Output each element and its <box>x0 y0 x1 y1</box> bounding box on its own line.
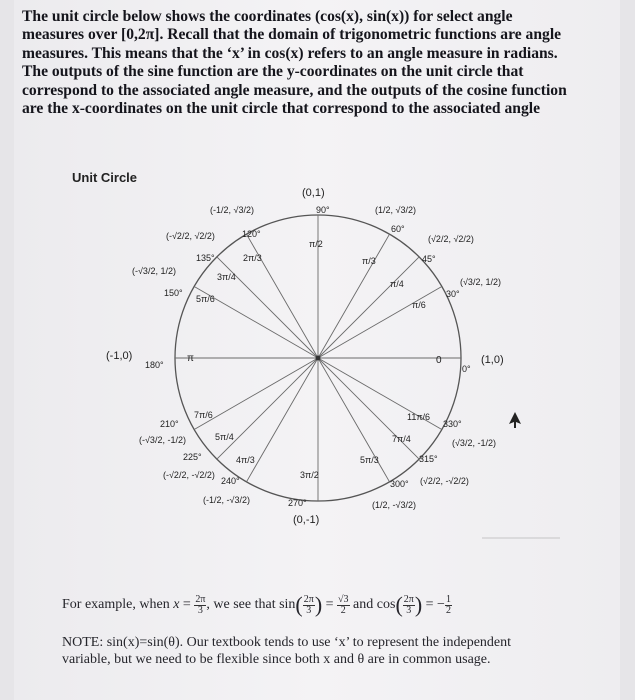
intro-line: The unit circle below shows the coordinates (cos(x), sin(x)) for select angle <box>22 8 513 25</box>
radius-line <box>318 358 390 482</box>
radius-line <box>247 358 319 482</box>
rad-3pi-4: 3π/4 <box>217 272 236 282</box>
radius-line <box>217 358 318 459</box>
coord-60: (1/2, √3/2) <box>375 205 416 215</box>
intro-line: correspond to the associated angle measure, and the outputs of the cosine function <box>22 81 567 99</box>
deg-60: 60° <box>391 224 405 234</box>
rad-2pi-3: 2π/3 <box>243 253 262 263</box>
coord-210: (-√3/2, -1/2) <box>139 435 186 445</box>
coord-30: (√3/2, 1/2) <box>460 277 501 287</box>
coord-45: (√2/2, √2/2) <box>428 234 474 244</box>
rad-pi-3: π/3 <box>362 256 376 266</box>
rad-pi-2: π/2 <box>309 239 323 249</box>
note-paragraph: NOTE: sin(x)=sin(θ). Our textbook tends to use ‘x’ to represent the independent variable, but we need to be flexible since both x and θ are in common usage. <box>62 635 512 667</box>
coord-135: (-√2/2, √2/2) <box>166 231 215 241</box>
coord-330: (√3/2, -1/2) <box>452 438 496 448</box>
coord-240: (-1/2, -√3/2) <box>203 495 250 505</box>
deg-300: 300° <box>390 479 409 489</box>
rad-pi-4: π/4 <box>390 279 404 289</box>
intro-line: are the x-coordinates on the unit circle that correspond to the associated angle <box>22 100 541 118</box>
rad-pi: π <box>187 353 194 364</box>
rad-5pi-3: 5π/3 <box>360 455 379 465</box>
unit-circle-title: Unit Circle <box>72 170 138 185</box>
intro-line: measures. This means that the ‘x’ in cos(x) refers to an angle measure in radians. <box>22 44 558 62</box>
example-lead: For example, when <box>62 597 174 613</box>
deg-225: 225° <box>183 452 202 462</box>
rad-pi-6: π/6 <box>412 300 426 310</box>
example-eq: = <box>179 597 195 613</box>
rad-7pi-4: 7π/4 <box>392 434 411 444</box>
intro-line: The outputs of the sine function are the y-coordinates on the unit circle that <box>22 63 524 81</box>
deg-120: 120° <box>242 229 261 239</box>
unit-circle-diagram <box>0 175 635 555</box>
coord-150: (-√3/2, 1/2) <box>132 266 176 276</box>
coord-120: (-1/2, √3/2) <box>210 205 254 215</box>
deg-180: 180° <box>145 360 164 370</box>
fraction-2pi-3: $\frac{2\pi}{3}$ <box>195 593 206 616</box>
rad-7pi-6: 7π/6 <box>194 410 213 420</box>
rad-5pi-6: 5π/6 <box>196 294 215 304</box>
deg-90: 90° <box>316 205 330 215</box>
fraction-sqrt3-2: $\frac{√3}{2}$ <box>338 593 349 616</box>
rad-5pi-4: 5π/4 <box>215 432 234 442</box>
coord-225: (-√2/2, -√2/2) <box>163 470 215 480</box>
deg-240: 240° <box>221 476 240 486</box>
rad-3pi-2: 3π/2 <box>300 470 319 480</box>
deg-45: 45° <box>422 254 436 264</box>
example-sin: , we see that sin <box>206 597 296 613</box>
rad-11pi-6: 11π/6 <box>407 412 431 422</box>
deg-30: 30° <box>446 289 460 299</box>
example-cos: and cos <box>349 597 396 613</box>
radius-line <box>318 287 442 359</box>
origin-dot <box>316 356 321 361</box>
example-line: For example, when x = $\frac{2\pi}{3}$ , we see that sin( $\frac{2\pi}{3}$ ) = $\frac{√3}{2}$ and cos( $\frac{2\pi}{3}$ ) = − $\frac{1}{2}$ <box>62 592 451 617</box>
coord-315: (√2/2, -√2/2) <box>420 476 469 486</box>
deg-315: 315° <box>419 454 438 464</box>
point-1-0: (1,0) <box>481 354 504 366</box>
fraction-1-2: $\frac{1}{2}$ <box>445 593 451 616</box>
example-var: x <box>173 597 180 613</box>
deg-150: 150° <box>164 288 183 298</box>
deg-270: 270° <box>288 498 307 508</box>
mouse-cursor-icon <box>509 412 523 430</box>
deg-135: 135° <box>196 253 215 263</box>
radius-line <box>318 257 419 358</box>
deg-210: 210° <box>160 419 179 429</box>
intro-line: measures over [0,2π]. Recall that the domain of trigonometric functions are angle <box>22 26 562 44</box>
rad-0: 0 <box>436 355 442 366</box>
point-0-neg1: (0,-1) <box>293 514 320 526</box>
intro-paragraph <box>22 8 612 118</box>
point-neg1-0: (-1,0) <box>106 350 133 362</box>
point-0-1: (0,1) <box>302 187 325 199</box>
deg-330: 330° <box>443 419 462 429</box>
radius-line <box>318 234 390 358</box>
rad-4pi-3: 4π/3 <box>236 455 255 465</box>
deg-0: 0° <box>462 364 471 374</box>
radius-line <box>194 358 318 430</box>
coord-300: (1/2, -√3/2) <box>372 500 416 510</box>
